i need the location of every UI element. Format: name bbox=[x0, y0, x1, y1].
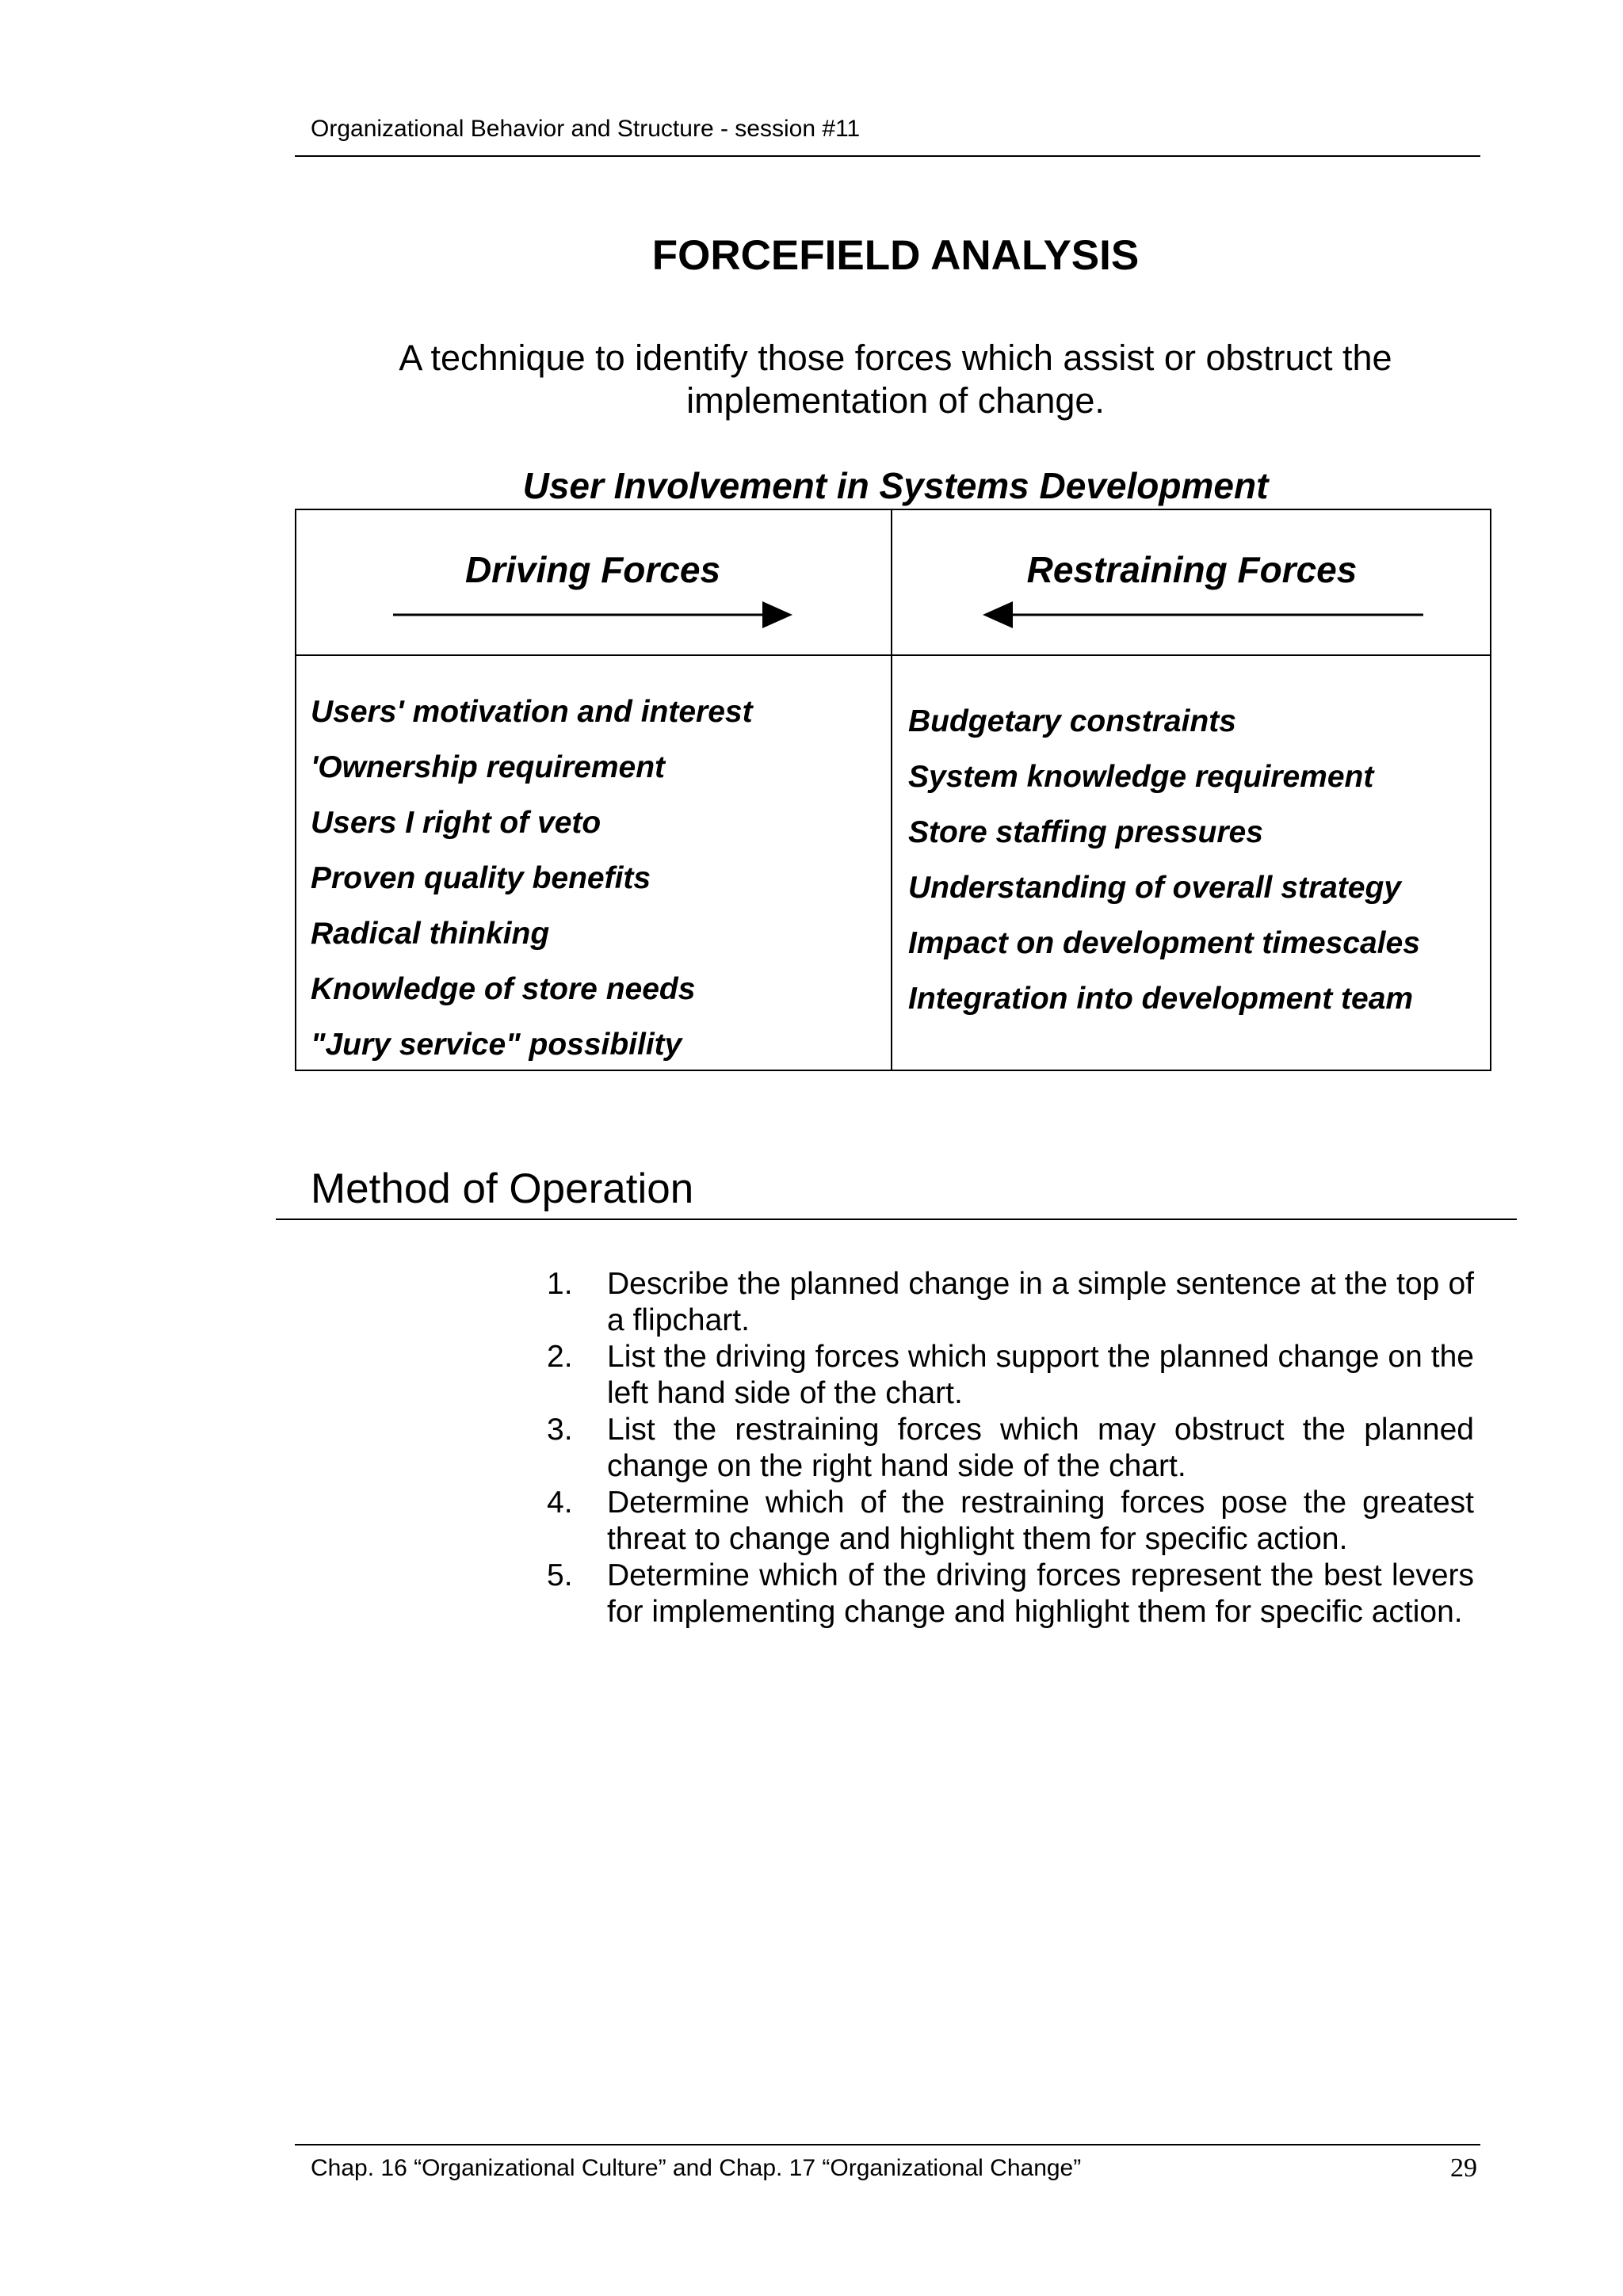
section-title-method: Method of Operation bbox=[311, 1165, 694, 1212]
list-item: "Jury service" possibility bbox=[311, 1028, 682, 1062]
restraining-forces-list bbox=[908, 694, 1420, 1027]
list-item: Impact on development timescales bbox=[908, 926, 1420, 960]
table-caption: User Involvement in Systems Development bbox=[522, 465, 1269, 506]
step-number: 2. bbox=[547, 1340, 573, 1374]
subtitle-line-1: A technique to identify those forces which assist or obstruct the bbox=[399, 338, 1392, 378]
arrow-left-icon bbox=[983, 599, 1423, 631]
list-item bbox=[547, 1485, 1474, 1558]
section-rule bbox=[276, 1219, 1517, 1220]
header-rule bbox=[295, 155, 1480, 157]
list-item: Knowledge of store needs bbox=[311, 972, 696, 1006]
list-item: 'Ownership requirement bbox=[311, 750, 666, 784]
driving-forces-heading: Driving Forces bbox=[464, 549, 721, 590]
step-number: 3. bbox=[547, 1413, 573, 1447]
page-subtitle bbox=[0, 337, 1623, 422]
page-title: FORCEFIELD ANALYSIS bbox=[651, 232, 1140, 279]
list-item: Users' motivation and interest bbox=[311, 695, 753, 729]
list-item bbox=[547, 1558, 1474, 1630]
step-text: List the driving forces which support the planned change on the left hand side of the chart. bbox=[607, 1340, 1474, 1410]
list-item: Radical thinking bbox=[311, 917, 550, 951]
page-number: 29 bbox=[1450, 2153, 1477, 2183]
footer-rule bbox=[295, 2144, 1480, 2145]
running-header: Organizational Behavior and Structure - session #11 bbox=[311, 116, 861, 142]
step-number: 1. bbox=[547, 1267, 573, 1301]
list-item: Store staffing pressures bbox=[908, 815, 1263, 849]
list-item: Integration into development team bbox=[908, 982, 1414, 1016]
list-item bbox=[547, 1266, 1474, 1339]
running-footer: Chap. 16 “Organizational Culture” and Chap. 17 “Organizational Change” bbox=[311, 2155, 1082, 2181]
table-column-divider bbox=[891, 509, 892, 1071]
list-item bbox=[547, 1412, 1474, 1485]
table-header-divider bbox=[295, 654, 1491, 656]
restraining-forces-heading: Restraining Forces bbox=[1026, 549, 1358, 590]
list-item: Budgetary constraints bbox=[908, 704, 1236, 738]
list-item: Users I right of veto bbox=[311, 806, 601, 840]
step-number: 5. bbox=[547, 1558, 573, 1592]
driving-forces-list bbox=[311, 685, 753, 1073]
subtitle-line-2: implementation of change. bbox=[686, 380, 1105, 421]
arrow-right-icon bbox=[393, 599, 792, 631]
step-text: Describe the planned change in a simple sentence at the top of a flipchart. bbox=[607, 1267, 1474, 1337]
list-item: Proven quality benefits bbox=[311, 861, 651, 895]
list-item bbox=[547, 1339, 1474, 1412]
step-number: 4. bbox=[547, 1486, 573, 1520]
list-item: System knowledge requirement bbox=[908, 760, 1374, 794]
method-steps-list bbox=[547, 1266, 1474, 1630]
step-text: Determine which of the restraining forces pose the greatest threat to change and highlight them for specific action. bbox=[607, 1486, 1474, 1556]
step-text: List the restraining forces which may obstruct the planned change on the right hand side of the chart. bbox=[607, 1413, 1474, 1483]
list-item: Understanding of overall strategy bbox=[908, 871, 1401, 905]
step-text: Determine which of the driving forces represent the best levers for implementing change and highlight them for specific action. bbox=[607, 1558, 1474, 1629]
